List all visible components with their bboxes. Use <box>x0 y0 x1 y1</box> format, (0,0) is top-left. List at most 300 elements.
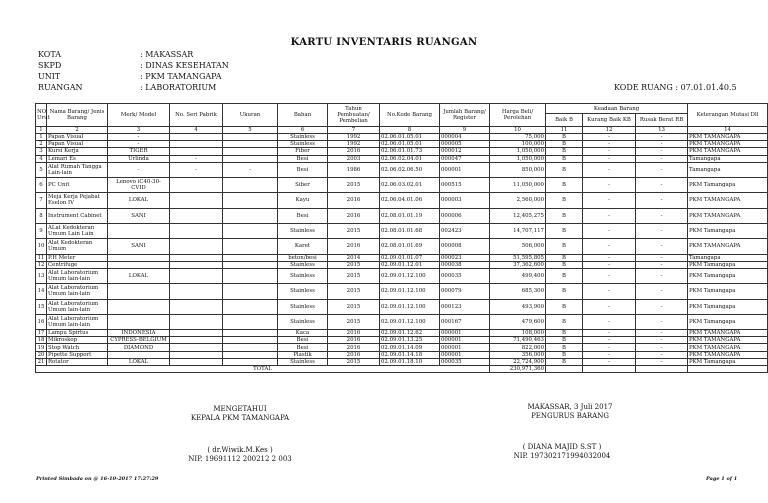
cell-bahan: beton/besi <box>278 254 328 261</box>
right-sign-line2: PENGURUS BARANG <box>531 412 609 420</box>
cell-merk: Urlinda <box>108 155 170 162</box>
cell-jumlah: 000035 <box>440 268 490 283</box>
header-kode: No.Kode Barang <box>380 104 440 127</box>
table-row <box>36 148 768 155</box>
cell-rusak: - <box>636 148 688 155</box>
cell-harga: 100,000 <box>490 141 546 148</box>
cell-kurang: - <box>583 193 636 208</box>
header-harga: Harga Beli/ Perolehan <box>490 104 546 127</box>
info-value: : LABORATORIUM <box>140 83 217 92</box>
cell-nama: Alat Laboratorium Umum lain-lain <box>47 299 108 314</box>
cell-ukuran <box>223 314 278 329</box>
cell-jumlah: 000001 <box>440 337 490 344</box>
cell-keterangan: PKM TAMANGAPA <box>688 208 768 223</box>
cell-ukuran <box>223 254 278 261</box>
cell-no: 6 <box>36 178 47 193</box>
cell-kurang: - <box>583 351 636 358</box>
cell-harga: 1,050,000 <box>490 155 546 162</box>
cell-seri <box>170 134 223 141</box>
cell-jumlah: 000012 <box>440 148 490 155</box>
cell-seri <box>170 261 223 268</box>
cell-harga: 499,400 <box>490 268 546 283</box>
cell-kurang: - <box>583 134 636 141</box>
cell-jumlah: 000001 <box>440 351 490 358</box>
cell-baik: B <box>546 178 583 193</box>
cell-bahan: Plastik <box>278 351 328 358</box>
cell-keterangan: PKM TAMANGAPA <box>688 148 768 155</box>
cell-keterangan: PKM TAMANGAPA <box>688 351 768 358</box>
cell-harga: 2,560,000 <box>490 193 546 208</box>
table-row <box>36 358 768 365</box>
cell-ukuran <box>223 358 278 365</box>
cell-tahun: 2016 <box>328 148 380 155</box>
cell-baik: B <box>546 314 583 329</box>
table-row <box>36 208 768 223</box>
cell-harga: 51,595,805 <box>490 254 546 261</box>
cell-harga: 75,000 <box>490 134 546 141</box>
cell-tahun: 2016 <box>328 239 380 254</box>
cell-seri <box>170 268 223 283</box>
cell-merk: INDONESIA <box>108 330 170 337</box>
header-rusak: Rusak Berat RB <box>636 114 688 127</box>
cell-harga: 11,050,000 <box>490 178 546 193</box>
cell-kode: 02.09.01.14.18 <box>380 351 440 358</box>
cell-no: 11 <box>36 254 47 261</box>
table-row <box>36 141 768 148</box>
cell-bahan: Kaca <box>278 330 328 337</box>
cell-no: 17 <box>36 330 47 337</box>
cell-baik: B <box>546 208 583 223</box>
header-jumlah: Jumlah Barang/ Register <box>440 104 490 127</box>
cell-kode: 02.06.02.06.50 <box>380 162 440 177</box>
table-row <box>36 314 768 329</box>
cell-kurang: - <box>583 337 636 344</box>
col-number: 11 <box>546 127 583 134</box>
cell-kode: 02.09.01.12.62 <box>380 330 440 337</box>
cell-ukuran <box>223 141 278 148</box>
cell-nama: Alat Laboratorium Umum lain-lain <box>47 284 108 299</box>
table-body <box>36 134 768 366</box>
col-number: 4 <box>170 127 223 134</box>
cell-ukuran <box>223 351 278 358</box>
cell-bahan: Besi <box>278 162 328 177</box>
cell-no: 4 <box>36 155 47 162</box>
inventory-table <box>35 103 768 373</box>
cell-no: 19 <box>36 344 47 351</box>
cell-baik: B <box>546 223 583 238</box>
right-sign-nip: NIP. 197302171994032004 <box>513 452 611 460</box>
cell-kurang: - <box>583 148 636 155</box>
cell-ukuran <box>223 261 278 268</box>
table-row <box>36 344 768 351</box>
kode-ruang: KODE RUANG : 07.01.01.40.5 <box>614 83 737 92</box>
cell-jumlah: 000005 <box>440 141 490 148</box>
cell-rusak: - <box>636 261 688 268</box>
cell-nama: Stop Watch <box>47 344 108 351</box>
cell-nama: Lemari Es <box>47 155 108 162</box>
cell-bahan: Stainless <box>278 261 328 268</box>
cell-harga: 822,000 <box>490 344 546 351</box>
info-value: : MAKASSAR <box>140 50 194 59</box>
cell-keterangan: Tamangapa <box>688 162 768 177</box>
total-value: 230,971,360 <box>490 366 546 373</box>
cell-keterangan: PKM Tamangapa <box>688 178 768 193</box>
cell-ukuran <box>223 193 278 208</box>
cell-harga: 493,900 <box>490 299 546 314</box>
cell-merk <box>108 284 170 299</box>
col-number: 1 <box>36 127 47 134</box>
table-row <box>36 261 768 268</box>
cell-harga: 71,490,463 <box>490 337 546 344</box>
cell-seri <box>170 208 223 223</box>
cell-kurang: - <box>583 254 636 261</box>
cell-tahun: 2016 <box>328 344 380 351</box>
cell-kode: 02.09.01.12.100 <box>380 284 440 299</box>
cell-tahun: 2015 <box>328 223 380 238</box>
cell-ukuran: - <box>223 162 278 177</box>
table-row <box>36 351 768 358</box>
header-merk: Merk/ Model <box>108 104 170 127</box>
cell-bahan: Stainless <box>278 223 328 238</box>
cell-seri <box>170 337 223 344</box>
cell-tahun: 1992 <box>328 141 380 148</box>
cell-tahun: 2015 <box>328 299 380 314</box>
cell-seri <box>170 358 223 365</box>
table-header <box>36 104 768 134</box>
cell-ukuran <box>223 330 278 337</box>
table-row <box>36 155 768 162</box>
cell-bahan: Besi <box>278 344 328 351</box>
cell-jumlah: 000004 <box>440 134 490 141</box>
cell-harga: 37,362,600 <box>490 261 546 268</box>
cell-bahan: Fiber <box>278 148 328 155</box>
cell-nama: Alat Rumah Tangga Lain-lain <box>47 162 108 177</box>
col-number: 10 <box>490 127 546 134</box>
cell-no: 10 <box>36 239 47 254</box>
cell-keterangan: PKM TAMANGAPA <box>688 239 768 254</box>
cell-rusak: - <box>636 299 688 314</box>
cell-harga: 12,405,275 <box>490 208 546 223</box>
right-sign-name: ( DIANA MAJID S.ST ) <box>522 443 602 451</box>
cell-no: 1 <box>36 134 47 141</box>
cell-no: 21 <box>36 358 47 365</box>
cell-seri <box>170 330 223 337</box>
cell-seri <box>170 351 223 358</box>
cell-no: 15 <box>36 299 47 314</box>
cell-jumlah: 000047 <box>440 155 490 162</box>
cell-bahan: Stainless <box>278 314 328 329</box>
cell-bahan: Stainless <box>278 284 328 299</box>
cell-ukuran <box>223 134 278 141</box>
cell-rusak: - <box>636 314 688 329</box>
table-row <box>36 299 768 314</box>
cell-seri <box>170 314 223 329</box>
cell-jumlah: 000167 <box>440 314 490 329</box>
cell-baik: B <box>546 358 583 365</box>
cell-rusak: - <box>636 193 688 208</box>
cell-bahan: Besi <box>278 337 328 344</box>
header-kurang: Kurang Baik KB <box>583 114 636 127</box>
cell-kode: 02.06.01.01.73 <box>380 148 440 155</box>
cell-nama: P.H Meter <box>47 254 108 261</box>
cell-kurang: - <box>583 314 636 329</box>
cell-baik: B <box>546 351 583 358</box>
right-sign-line1: MAKASSAR, 3 Juli 2017 <box>527 403 613 411</box>
cell-rusak: - <box>636 337 688 344</box>
table-row <box>36 178 768 193</box>
cell-nama: Mikroskop <box>47 337 108 344</box>
cell-jumlah: 000001 <box>440 344 490 351</box>
cell-baik: B <box>546 284 583 299</box>
cell-nama: Kursi Kerja <box>47 148 108 155</box>
col-number: 5 <box>223 127 278 134</box>
cell-jumlah: 000079 <box>440 284 490 299</box>
header-keterangan: Keterangan Mutasi Dll <box>688 104 768 127</box>
left-sign-line2: KEPALA PKM TAMANGAPA <box>190 414 290 422</box>
cell-bahan: Stainless <box>278 358 328 365</box>
cell-tahun: 2016 <box>328 208 380 223</box>
cell-nama: Papan Visual <box>47 141 108 148</box>
cell-jumlah: 000023 <box>440 254 490 261</box>
cell-nama: Rotator <box>47 358 108 365</box>
cell-merk: - <box>108 141 170 148</box>
cell-kurang: - <box>583 330 636 337</box>
left-sign-name: ( dr.Wiwik.M.Kes ) <box>207 446 273 454</box>
cell-kurang: - <box>583 141 636 148</box>
cell-bahan: Stainless <box>278 299 328 314</box>
col-number: 8 <box>380 127 440 134</box>
cell-seri <box>170 193 223 208</box>
col-number: 2 <box>47 127 108 134</box>
cell-merk: LOKAL <box>108 193 170 208</box>
table-row <box>36 254 768 261</box>
cell-merk <box>108 314 170 329</box>
cell-nama: ALat Kedokteran Umum Lain Lain <box>47 223 108 238</box>
cell-kurang: - <box>583 239 636 254</box>
cell-nama: Centrifuge <box>47 261 108 268</box>
cell-merk: LOKAL <box>108 268 170 283</box>
cell-harga: 356,000 <box>490 351 546 358</box>
cell-merk: SANI <box>108 239 170 254</box>
total-empty <box>688 366 768 373</box>
cell-merk: Lenovo iC40-30-CVID <box>108 178 170 193</box>
cell-no: 2 <box>36 141 47 148</box>
cell-kode: 02.09.01.12.100 <box>380 299 440 314</box>
total-empty <box>583 366 636 373</box>
cell-merk <box>108 299 170 314</box>
cell-tahun: 2015 <box>328 261 380 268</box>
cell-nama: Alat Kedokteran Umum <box>47 239 108 254</box>
cell-keterangan: PKM TAMANGAPA <box>688 344 768 351</box>
cell-rusak: - <box>636 223 688 238</box>
cell-baik: B <box>546 299 583 314</box>
info-value: : PKM TAMANGAPA <box>140 72 222 81</box>
cell-keterangan: PKM Tamangapa <box>688 268 768 283</box>
cell-seri <box>170 141 223 148</box>
header-ukuran: Ukuran <box>223 104 278 127</box>
cell-kode: 02.08.01.01.68 <box>380 223 440 238</box>
cell-seri <box>170 178 223 193</box>
cell-baik: B <box>546 141 583 148</box>
cell-seri <box>170 299 223 314</box>
cell-no: 20 <box>36 351 47 358</box>
cell-rusak: - <box>636 155 688 162</box>
cell-baik: B <box>546 261 583 268</box>
cell-rusak: - <box>636 344 688 351</box>
cell-baik: B <box>546 268 583 283</box>
cell-ukuran <box>223 284 278 299</box>
cell-jumlah: 002423 <box>440 223 490 238</box>
info-key: SKPD <box>38 61 62 70</box>
cell-baik: B <box>546 330 583 337</box>
cell-seri: - <box>170 162 223 177</box>
cell-ukuran <box>223 208 278 223</box>
cell-rusak: - <box>636 178 688 193</box>
cell-keterangan: PKM Tamangapa <box>688 223 768 238</box>
cell-kode: 02.06.02.04.01 <box>380 155 440 162</box>
cell-no: 18 <box>36 337 47 344</box>
cell-nama: Papan Visual <box>47 134 108 141</box>
cell-ukuran <box>223 344 278 351</box>
cell-bahan: Siber <box>278 178 328 193</box>
cell-seri <box>170 148 223 155</box>
cell-seri <box>170 223 223 238</box>
cell-nama: Alat Laboratorium Umum lain-lain <box>47 268 108 283</box>
cell-ukuran <box>223 178 278 193</box>
info-value: : DINAS KESEHATAN <box>140 61 229 70</box>
cell-tahun: 2016 <box>328 193 380 208</box>
right-signature-name <box>462 443 662 461</box>
table-row <box>36 134 768 141</box>
right-signature <box>470 403 670 421</box>
cell-no: 13 <box>36 268 47 283</box>
cell-baik: B <box>546 193 583 208</box>
cell-baik: B <box>546 254 583 261</box>
cell-harga: 14,707,117 <box>490 223 546 238</box>
cell-kurang: - <box>583 223 636 238</box>
header-seri: No. Seri Pabrik <box>170 104 223 127</box>
cell-kode: 02.06.01.05.01 <box>380 134 440 141</box>
cell-kode: 02.06.03.02.01 <box>380 178 440 193</box>
cell-tahun: 2016 <box>328 337 380 344</box>
info-key: UNIT <box>38 72 61 81</box>
col-number: 14 <box>688 127 768 134</box>
cell-jumlah: 000003 <box>440 193 490 208</box>
cell-bahan: Stainless <box>278 268 328 283</box>
cell-kurang: - <box>583 178 636 193</box>
table-row <box>36 268 768 283</box>
col-number: 6 <box>278 127 328 134</box>
table-row <box>36 284 768 299</box>
cell-merk: LOKAL <box>108 358 170 365</box>
cell-keterangan: PKM TAMANGAPA <box>688 141 768 148</box>
col-number: 12 <box>583 127 636 134</box>
cell-merk: SANI <box>108 208 170 223</box>
table-row <box>36 337 768 344</box>
cell-nama: Instrument Cabinet <box>47 208 108 223</box>
cell-jumlah: 000006 <box>440 208 490 223</box>
document-title: KARTU INVENTARIS RUANGAN <box>290 37 478 48</box>
cell-kode: 02.09.01.12.01 <box>380 261 440 268</box>
cell-tahun: 2015 <box>328 268 380 283</box>
cell-kurang: - <box>583 162 636 177</box>
total-label: TOTAL <box>36 366 490 373</box>
cell-jumlah: 000515 <box>440 178 490 193</box>
cell-keterangan: PKM Tamangapa <box>688 284 768 299</box>
cell-no: 12 <box>36 261 47 268</box>
cell-merk <box>108 351 170 358</box>
cell-no: 3 <box>36 148 47 155</box>
cell-rusak: - <box>636 162 688 177</box>
cell-merk <box>108 261 170 268</box>
header-tahun: Tahun Pembuatan/ Pembelian <box>328 104 380 127</box>
cell-merk: - <box>108 134 170 141</box>
header-no: NO Urut <box>36 104 47 127</box>
cell-harga: 1,050,000 <box>490 148 546 155</box>
header-baik: Baik B <box>546 114 583 127</box>
header-nama: Nama Barang/ Jenis Barang <box>47 104 108 127</box>
cell-seri <box>170 344 223 351</box>
table-row <box>36 193 768 208</box>
header-bahan: Bahan <box>278 104 328 127</box>
cell-tahun: 2003 <box>328 155 380 162</box>
cell-jumlah: 000008 <box>440 239 490 254</box>
table-row <box>36 239 768 254</box>
cell-bahan: Stainless <box>278 134 328 141</box>
cell-rusak: - <box>636 268 688 283</box>
col-number: 7 <box>328 127 380 134</box>
cell-kurang: - <box>583 261 636 268</box>
col-number: 3 <box>108 127 170 134</box>
cell-rusak: - <box>636 351 688 358</box>
cell-kode: 02.06.01.05.01 <box>380 141 440 148</box>
cell-baik: B <box>546 337 583 344</box>
cell-rusak: - <box>636 254 688 261</box>
cell-baik: B <box>546 155 583 162</box>
cell-baik: B <box>546 344 583 351</box>
cell-nama: Pipette Support <box>47 351 108 358</box>
cell-merk: - <box>108 162 170 177</box>
cell-seri: - <box>170 155 223 162</box>
cell-no: 16 <box>36 314 47 329</box>
cell-kurang: - <box>583 358 636 365</box>
page-indicator: Page 1 of 1 <box>706 476 738 482</box>
cell-tahun: 2015 <box>328 314 380 329</box>
cell-baik: B <box>546 162 583 177</box>
cell-bahan: Stainless <box>278 141 328 148</box>
cell-tahun: 2015 <box>328 358 380 365</box>
cell-merk <box>108 254 170 261</box>
cell-merk: CYPRESS-BELGIUM <box>108 337 170 344</box>
cell-baik: B <box>546 134 583 141</box>
cell-keterangan: PKM Tamangapa <box>688 358 768 365</box>
cell-rusak: - <box>636 141 688 148</box>
cell-ukuran <box>223 155 278 162</box>
column-number-row <box>36 127 768 134</box>
cell-seri <box>170 284 223 299</box>
cell-tahun: 2016 <box>328 351 380 358</box>
total-row <box>36 366 768 373</box>
total-empty <box>546 366 583 373</box>
cell-kurang: - <box>583 155 636 162</box>
table-row <box>36 223 768 238</box>
header-keadaan: Keadaan Barang <box>546 104 688 114</box>
left-sign-line1: MENGETAHUI <box>213 405 267 413</box>
cell-seri <box>170 239 223 254</box>
cell-jumlah: 000038 <box>440 261 490 268</box>
cell-nama: Meja Kerja Pejabat Eselon IV <box>47 193 108 208</box>
cell-ukuran <box>223 268 278 283</box>
